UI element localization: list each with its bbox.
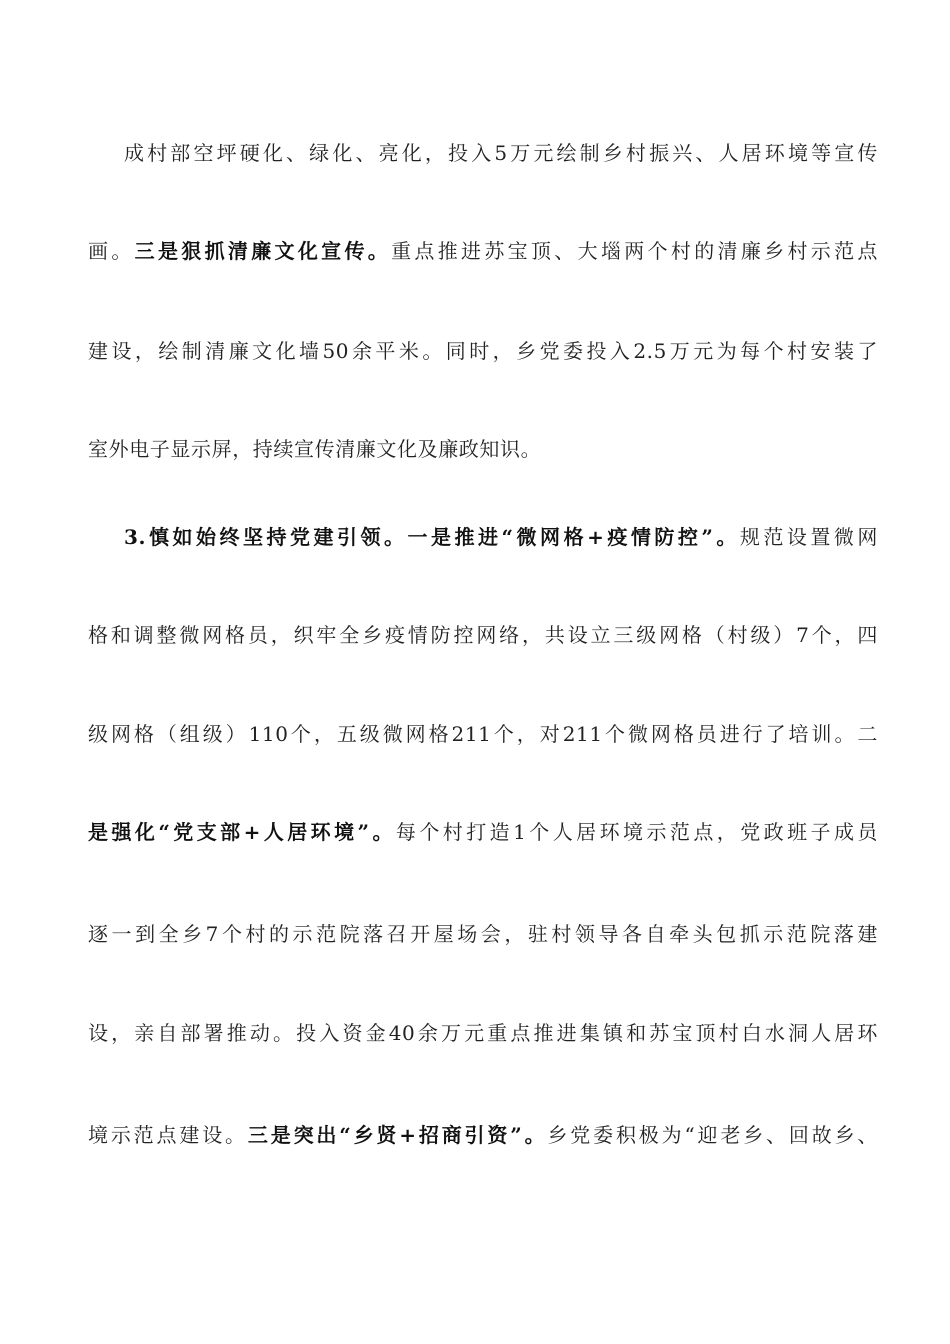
text-segment: 境示范点建设。	[88, 1123, 248, 1147]
text-line-1	[124, 136, 878, 170]
bold-heading-segment: 3.慎如始终坚持党建引领。一是推进“微网格+疫情防控”。	[124, 525, 740, 549]
bold-heading-segment: 是强化“党支部+人居环境”。	[88, 820, 396, 844]
text-segment: 设，亲自部署推动。投入资金40余万元重点推进集镇和苏宝顶村白水洞人居环	[88, 1021, 878, 1045]
text-line-11	[88, 1118, 878, 1152]
text-line-6	[88, 618, 878, 652]
text-line-7	[88, 717, 878, 751]
text-segment: 每个村打造1个人居环境示范点，党政班子成员	[395, 820, 878, 844]
text-segment: 格和调整微网格员，织牢全乡疫情防控网络，共设立三级网格（村级）7个，四	[88, 623, 878, 647]
text-segment: 级网格（组级）110个，五级微网格211个，对211个微网格员进行了培训。二	[88, 722, 878, 746]
text-segment: 室外电子显示屏，持续宣传清廉文化及廉政知识。	[88, 437, 542, 461]
text-segment: 规范设置微网	[739, 525, 878, 549]
text-line-10	[88, 1016, 878, 1050]
text-line-5	[124, 520, 878, 554]
text-line-3	[88, 334, 878, 368]
text-line-8	[88, 815, 878, 849]
bold-heading-segment: 三是突出“乡贤+招商引资”。	[247, 1123, 548, 1147]
text-segment: 逐一到全乡7个村的示范院落召开屋场会，驻村领导各自牵头包抓示范院落建	[88, 922, 878, 946]
bold-heading-segment: 三是狠抓清廉文化宣传。	[134, 239, 392, 263]
text-segment: 建设，绘制清廉文化墙50余平米。同时，乡党委投入2.5万元为每个村安装了	[88, 339, 878, 363]
text-segment: 成村部空坪硬化、绿化、亮化，投入5万元绘制乡村振兴、人居环境等宣传	[124, 141, 878, 165]
text-segment: 画。	[88, 239, 135, 263]
text-line-2	[88, 234, 878, 268]
text-line-9	[88, 917, 878, 951]
text-segment: 重点推进苏宝顶、大堖两个村的清廉乡村示范点	[391, 239, 878, 263]
text-segment: 乡党委积极为“迎老乡、回故乡、	[547, 1123, 879, 1147]
text-line-4	[88, 432, 878, 466]
